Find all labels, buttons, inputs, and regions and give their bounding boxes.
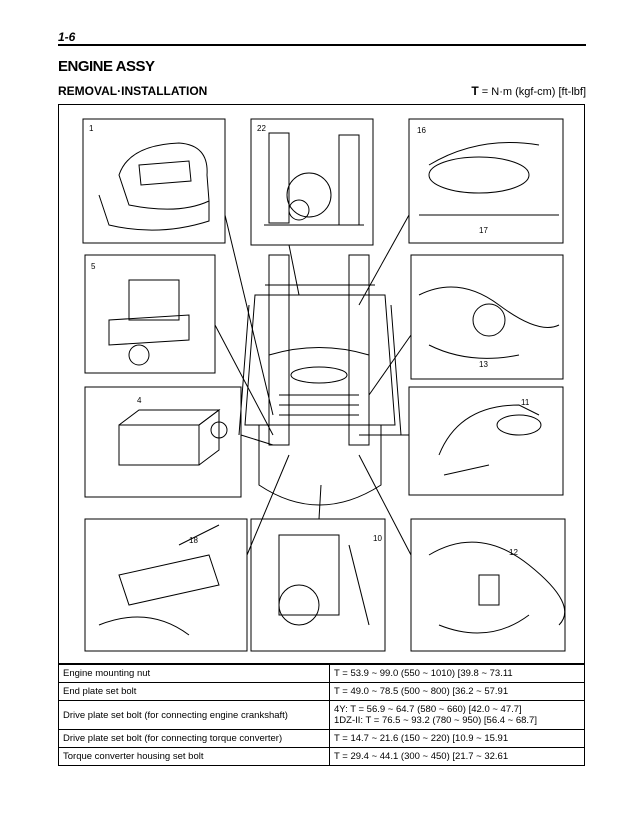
spec-item: Engine mounting nut	[59, 665, 330, 683]
torque-unit-text: = N·m (kgf-cm) [ft-lbf]	[478, 86, 586, 98]
spec-value: T = 14.7 ~ 21.6 (150 ~ 220) [10.9 ~ 15.91	[330, 730, 585, 748]
callout-12: 12	[509, 548, 518, 557]
spec-value-4y: 4Y: T = 56.9 ~ 64.7 (580 ~ 660) [42.0 ~ 47.7]	[334, 704, 522, 715]
spec-value: T = 53.9 ~ 99.0 (550 ~ 1010) [39.8 ~ 73.11	[330, 665, 585, 683]
spec-item: Drive plate set bolt (for connecting engine crankshaft)	[59, 701, 330, 730]
callout-10: 10	[373, 534, 382, 543]
callout-13: 13	[479, 360, 488, 369]
callout-22: 22	[257, 124, 266, 133]
torque-spec-table	[58, 664, 585, 766]
callout-18: 18	[189, 536, 198, 545]
panel-18	[85, 519, 247, 651]
table-row	[59, 683, 585, 701]
spec-value: T = 29.4 ~ 44.1 (300 ~ 450) [21.7 ~ 32.61	[330, 748, 585, 766]
illustration-frame	[58, 104, 585, 664]
panel-1	[83, 119, 225, 243]
panel-10	[251, 519, 385, 651]
table-row	[59, 701, 585, 730]
torque-symbol: T	[471, 84, 479, 98]
panel-11	[409, 387, 563, 495]
panel-4	[85, 387, 241, 497]
callout-17: 17	[479, 226, 488, 235]
spec-item: End plate set bolt	[59, 683, 330, 701]
callout-5: 5	[91, 262, 96, 271]
page-number: 1-6	[58, 30, 76, 44]
spec-value-multi	[330, 701, 585, 730]
callout-4: 4	[137, 396, 142, 405]
spec-value: T = 49.0 ~ 78.5 (500 ~ 800) [36.2 ~ 57.91	[330, 683, 585, 701]
panel-5	[85, 255, 215, 373]
spec-value-1dz: 1DZ-II: T = 76.5 ~ 93.2 (780 ~ 950) [56.4 ~ 68.7]	[334, 715, 537, 726]
section-subtitle: REMOVAL·INSTALLATION	[58, 84, 208, 98]
table-row	[59, 730, 585, 748]
header-rule	[58, 44, 586, 46]
spec-item: Torque converter housing set bolt	[59, 748, 330, 766]
panel-12	[411, 519, 565, 651]
spec-item: Drive plate set bolt (for connecting torque converter)	[59, 730, 330, 748]
callout-11: 11	[521, 398, 530, 407]
engine-removal-diagram	[59, 105, 584, 662]
callout-16: 16	[417, 126, 426, 135]
table-row	[59, 665, 585, 683]
callout-1: 1	[89, 124, 94, 133]
page-title: ENGINE ASSY	[58, 58, 155, 75]
table-row	[59, 748, 585, 766]
torque-unit-legend	[471, 84, 586, 98]
